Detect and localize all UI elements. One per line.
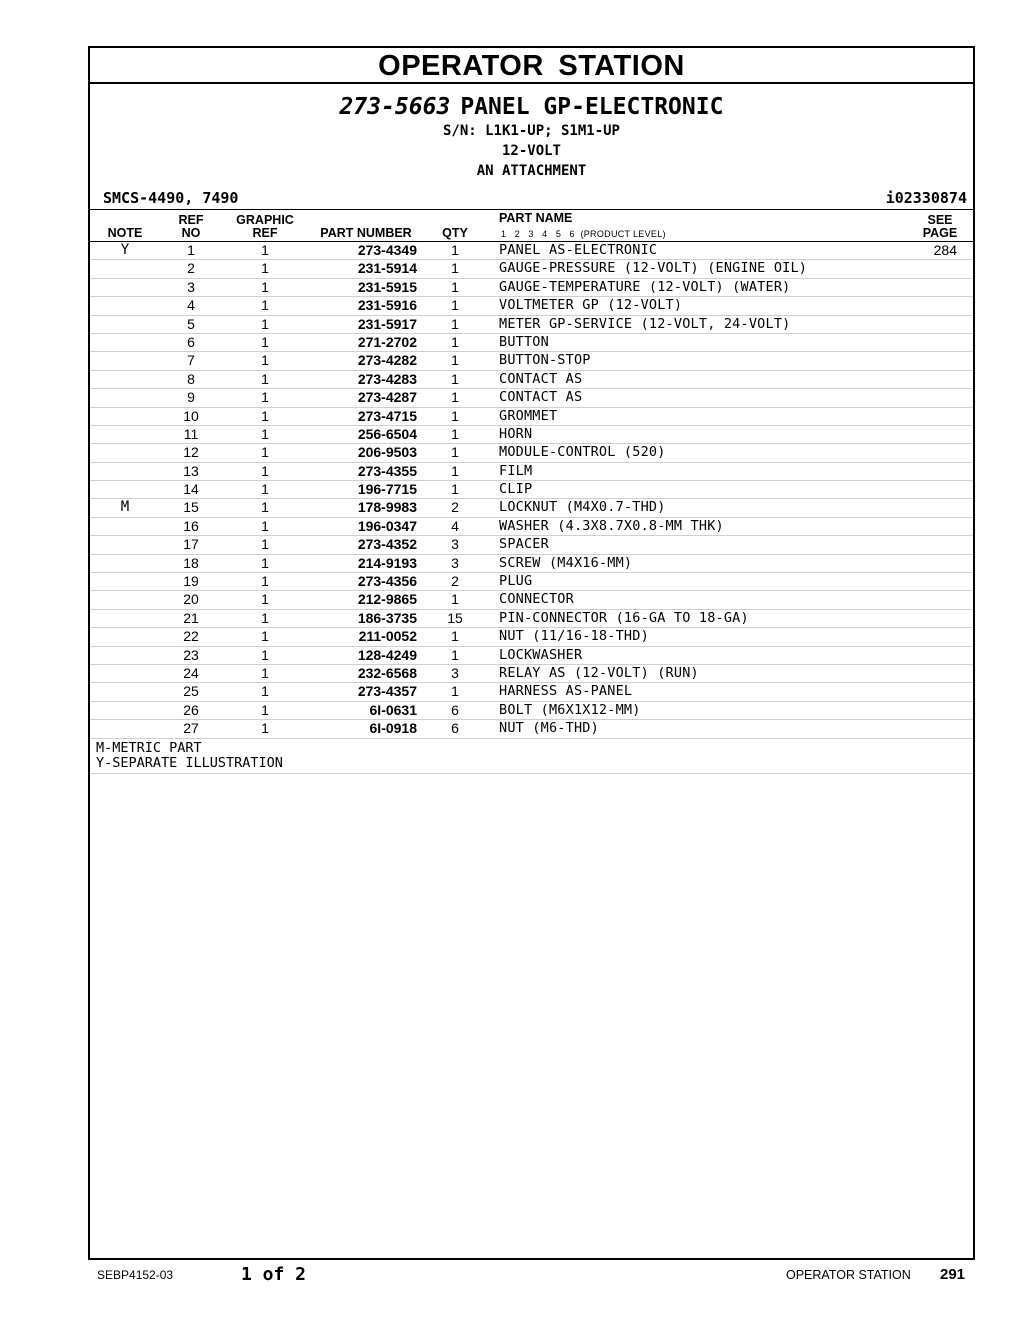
row-ref-no: 25: [183, 683, 199, 700]
table-header: [90, 210, 973, 242]
row-qty: 1: [451, 278, 459, 295]
header-graphic-1: GRAPHIC: [236, 213, 294, 227]
row-ref-no: 4: [187, 297, 195, 314]
row-part-number: 273-4356: [357, 573, 417, 590]
row-graphic-ref: 1: [261, 352, 269, 369]
row-part-name: PLUG: [499, 573, 533, 590]
row-graphic-ref: 1: [261, 315, 269, 332]
row-part-number: 206-9503: [357, 444, 417, 461]
table-row: [90, 426, 973, 444]
row-qty: 1: [451, 389, 459, 406]
row-ref-no: 5: [187, 315, 195, 332]
row-ref-no: 17: [183, 536, 199, 553]
table-row: [90, 279, 973, 297]
row-part-number: 273-4715: [357, 407, 417, 424]
row-ref-no: 1: [187, 242, 195, 258]
row-qty: 1: [451, 407, 459, 424]
group-name: PANEL GP-ELECTRONIC: [460, 94, 724, 120]
table-row: [90, 389, 973, 407]
row-part-number: 196-7715: [357, 481, 417, 498]
row-part-name: CONTACT AS: [499, 389, 583, 406]
row-graphic-ref: 1: [261, 333, 269, 350]
row-ref-no: 9: [187, 389, 195, 406]
row-graphic-ref: 1: [261, 628, 269, 645]
note-separate-illustration: Y-SEPARATE ILLUSTRATION: [96, 754, 283, 771]
row-graphic-ref: 1: [261, 517, 269, 534]
row-ref-no: 14: [183, 481, 199, 498]
header-product-level: 1 2 3 4 5 6 (PRODUCT LEVEL): [501, 229, 666, 239]
row-part-name: SCREW (M4X16-MM): [499, 554, 633, 571]
smcs-bar: [90, 187, 973, 210]
row-graphic-ref: 1: [261, 573, 269, 590]
footer-page-number: 291: [940, 1266, 966, 1283]
row-ref-no: 26: [183, 701, 199, 718]
row-part-number: 214-9193: [357, 554, 417, 571]
row-part-name: CONTACT AS: [499, 370, 583, 387]
row-ref-no: 6: [187, 333, 195, 350]
row-qty: 1: [451, 646, 459, 663]
table-row: [90, 334, 973, 352]
row-graphic-ref: 1: [261, 536, 269, 553]
header-ref-2: NO: [181, 226, 201, 240]
row-part-number: 196-0347: [357, 517, 417, 534]
row-part-number: 6I-0631: [369, 701, 417, 718]
row-qty: 1: [451, 242, 459, 258]
table-row: [90, 408, 973, 426]
serial-range: S/N: L1K1-UP; S1M1-UP: [442, 123, 620, 139]
row-graphic-ref: 1: [261, 481, 269, 498]
row-graphic-ref: 1: [261, 664, 269, 681]
group-type: AN ATTACHMENT: [476, 163, 587, 179]
row-part-number: 212-9865: [357, 591, 417, 608]
table-row: [90, 683, 973, 701]
row-part-name: BUTTON-STOP: [499, 352, 591, 369]
row-graphic-ref: 1: [261, 462, 269, 479]
row-qty: 1: [451, 315, 459, 332]
row-ref-no: 7: [187, 352, 195, 369]
row-part-number: 232-6568: [357, 664, 417, 681]
row-part-name: MODULE-CONTROL (520): [499, 444, 666, 461]
row-qty: 2: [451, 499, 459, 516]
row-part-name: LOCKWASHER: [499, 646, 583, 663]
row-part-name: BUTTON: [499, 333, 549, 350]
table-row: [90, 297, 973, 315]
row-part-name: NUT (11/16-18-THD): [499, 628, 649, 645]
row-part-number: 6I-0918: [369, 720, 417, 737]
header-qty: QTY: [442, 226, 468, 240]
row-graphic-ref: 1: [261, 407, 269, 424]
row-part-number: 271-2702: [357, 333, 417, 350]
group-number: 273-5663: [339, 94, 451, 120]
row-ref-no: 13: [183, 462, 199, 479]
table-row: [90, 518, 973, 536]
table-row: [90, 463, 973, 481]
row-graphic-ref: 1: [261, 609, 269, 626]
row-part-name: PANEL AS-ELECTRONIC: [499, 242, 658, 258]
table-row: [90, 610, 973, 628]
row-graphic-ref: 1: [261, 444, 269, 461]
row-qty: 1: [451, 444, 459, 461]
row-graphic-ref: 1: [261, 499, 269, 516]
row-part-number: 273-4283: [357, 370, 417, 387]
row-part-name: VOLTMETER GP (12-VOLT): [499, 297, 683, 314]
row-part-number: 273-4357: [357, 683, 417, 700]
row-qty: 1: [451, 370, 459, 387]
table-row: [90, 242, 973, 260]
row-qty: 1: [451, 260, 459, 277]
header-see-2: PAGE: [922, 226, 958, 240]
row-part-name: PIN-CONNECTOR (16-GA TO 18-GA): [499, 609, 749, 626]
row-part-name: CONNECTOR: [499, 591, 574, 608]
row-ref-no: 21: [183, 609, 199, 626]
row-part-number: 231-5917: [357, 315, 417, 332]
table-row: [90, 555, 973, 573]
row-ref-no: 3: [187, 278, 195, 295]
row-qty: 3: [451, 536, 459, 553]
row-ref-no: 15: [183, 499, 199, 516]
row-part-number: 231-5914: [357, 260, 417, 277]
row-part-name: GAUGE-PRESSURE (12-VOLT) (ENGINE OIL): [499, 260, 808, 277]
table-row: [90, 647, 973, 665]
row-part-number: 128-4249: [357, 646, 417, 663]
notes-block: [90, 739, 973, 774]
header-part-number: PART NUMBER: [320, 226, 412, 240]
row-ref-no: 20: [183, 591, 199, 608]
row-qty: 1: [451, 297, 459, 314]
row-ref-no: 2: [187, 260, 195, 277]
row-qty: 6: [451, 701, 459, 718]
row-part-name: BOLT (M6X1X12-MM): [499, 701, 641, 718]
row-part-number: 231-5916: [357, 297, 417, 314]
row-part-name: LOCKNUT (M4X0.7-THD): [499, 499, 666, 516]
row-graphic-ref: 1: [261, 389, 269, 406]
row-part-name: WASHER (4.3X8.7X0.8-MM THK): [499, 517, 724, 534]
table-row: [90, 444, 973, 462]
row-part-number: 273-4287: [357, 389, 417, 406]
table-row: [90, 260, 973, 278]
row-part-number: 273-4355: [357, 462, 417, 479]
row-qty: 1: [451, 591, 459, 608]
table-row: [90, 628, 973, 646]
table-row: [90, 720, 973, 738]
table-row: [90, 499, 973, 517]
header-ref-1: REF: [178, 213, 204, 227]
row-part-name: CLIP: [499, 481, 533, 498]
row-qty: 6: [451, 720, 459, 737]
header-graphic-2: REF: [252, 226, 278, 240]
table-row: [90, 371, 973, 389]
row-graphic-ref: 1: [261, 646, 269, 663]
row-part-number: 273-4352: [357, 536, 417, 553]
row-part-name: HORN: [499, 425, 533, 442]
row-ref-no: 12: [183, 444, 199, 461]
row-ref-no: 11: [183, 425, 199, 442]
row-graphic-ref: 1: [261, 720, 269, 737]
row-qty: 4: [451, 517, 459, 534]
table-row: [90, 352, 973, 370]
row-part-number: 273-4282: [357, 352, 417, 369]
group-title: [90, 93, 973, 121]
row-part-number: 178-9983: [357, 499, 417, 516]
row-ref-no: 16: [183, 517, 199, 534]
illustration-id: i02330874: [885, 189, 967, 207]
row-part-number: 186-3735: [357, 609, 417, 626]
row-qty: 3: [451, 554, 459, 571]
row-part-name: RELAY AS (12-VOLT) (RUN): [499, 664, 699, 681]
footer-doc-number: SEBP4152-03: [97, 1268, 174, 1282]
row-part-name: SPACER: [499, 536, 549, 553]
row-graphic-ref: 1: [261, 683, 269, 700]
table-row: [90, 591, 973, 609]
row-part-name: HARNESS AS-PANEL: [499, 683, 633, 700]
row-ref-no: 27: [183, 720, 199, 737]
table-row: [90, 481, 973, 499]
row-graphic-ref: 1: [261, 297, 269, 314]
smcs-codes: SMCS-4490, 7490: [103, 189, 239, 207]
row-qty: 1: [451, 425, 459, 442]
row-ref-no: 22: [183, 628, 199, 645]
row-qty: 2: [451, 573, 459, 590]
row-part-name: NUT (M6-THD): [499, 720, 599, 737]
row-qty: 3: [451, 664, 459, 681]
row-ref-no: 8: [187, 370, 195, 387]
table-row: [90, 316, 973, 334]
row-see-page: 284: [933, 242, 957, 258]
table-row: [90, 573, 973, 591]
note-metric: M-METRIC PART: [96, 739, 202, 756]
row-ref-no: 23: [183, 646, 199, 663]
row-part-name: FILM: [499, 462, 533, 479]
section-title: OPERATOR STATION: [90, 48, 973, 84]
page-footer: [0, 1262, 1020, 1292]
row-part-name: GAUGE-TEMPERATURE (12-VOLT) (WATER): [499, 278, 791, 295]
table-row: [90, 665, 973, 683]
row-qty: 1: [451, 333, 459, 350]
row-qty: 1: [451, 462, 459, 479]
row-note: Y: [120, 242, 130, 258]
row-graphic-ref: 1: [261, 278, 269, 295]
footer-section: OPERATOR STATION: [786, 1268, 911, 1282]
row-qty: 1: [451, 628, 459, 645]
row-part-name: GROMMET: [499, 407, 558, 424]
row-note: M: [120, 499, 130, 516]
header-note: NOTE: [107, 226, 143, 240]
row-graphic-ref: 1: [261, 242, 269, 258]
row-graphic-ref: 1: [261, 370, 269, 387]
row-part-name: METER GP-SERVICE (12-VOLT, 24-VOLT): [499, 315, 791, 332]
row-graphic-ref: 1: [261, 591, 269, 608]
row-part-number: 211-0052: [358, 628, 417, 645]
parts-table-body: [90, 242, 973, 739]
table-row: [90, 702, 973, 720]
row-qty: 1: [451, 683, 459, 700]
row-ref-no: 18: [183, 554, 199, 571]
row-graphic-ref: 1: [261, 554, 269, 571]
footer-page-of: 1 of 2: [241, 1264, 307, 1285]
row-qty: 1: [451, 352, 459, 369]
voltage-label: 12-VOLT: [501, 143, 561, 159]
header-see-1: SEE: [927, 213, 953, 227]
parts-page-frame: [88, 46, 975, 1260]
row-ref-no: 19: [183, 573, 199, 590]
row-qty: 1: [451, 481, 459, 498]
row-qty: 15: [447, 609, 463, 626]
row-part-number: 273-4349: [357, 242, 417, 258]
row-graphic-ref: 1: [261, 425, 269, 442]
row-graphic-ref: 1: [261, 701, 269, 718]
row-graphic-ref: 1: [261, 260, 269, 277]
table-row: [90, 536, 973, 554]
header-part-name: PART NAME: [499, 211, 573, 225]
row-ref-no: 24: [183, 664, 199, 681]
row-ref-no: 10: [183, 407, 199, 424]
row-part-number: 256-6504: [357, 425, 417, 442]
row-part-number: 231-5915: [357, 278, 417, 295]
